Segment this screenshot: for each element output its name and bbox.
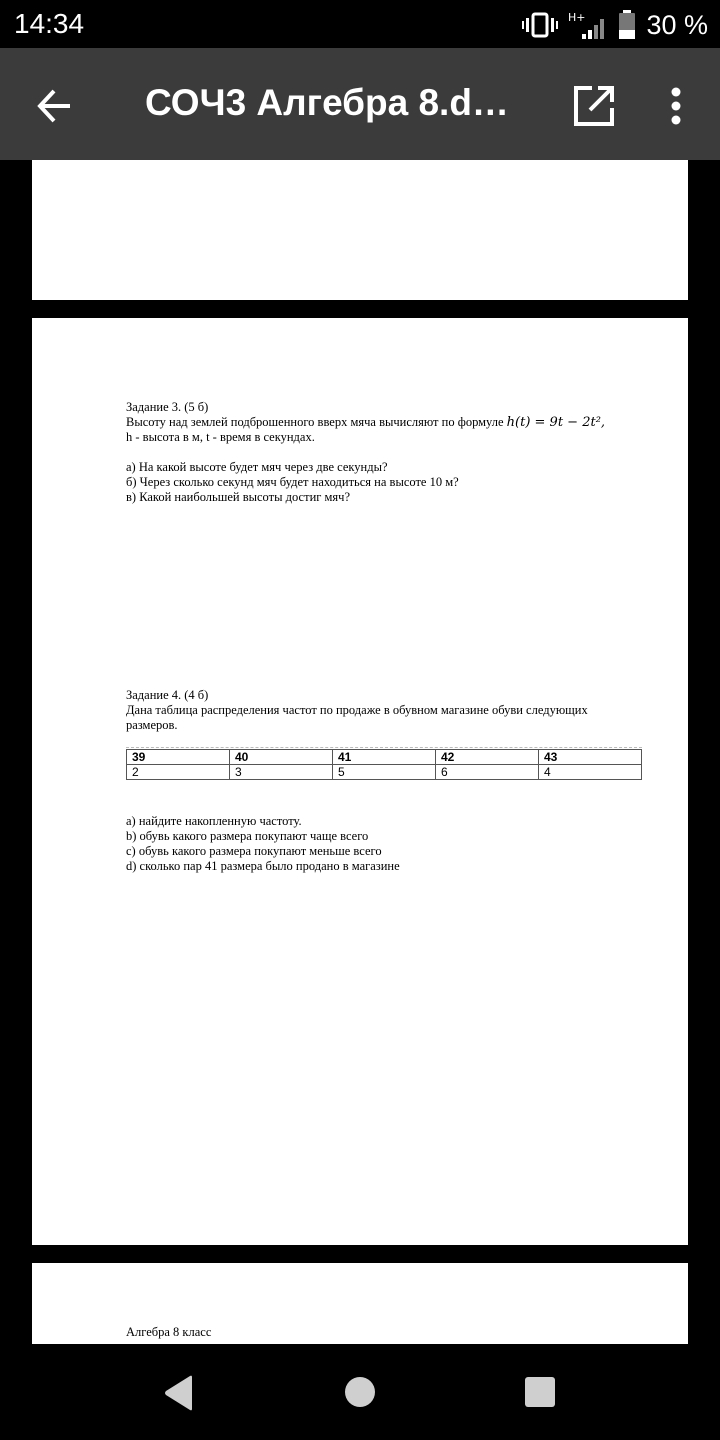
count-cell: 2 (127, 765, 230, 780)
nav-back-icon (162, 1374, 196, 1412)
back-button[interactable] (26, 78, 82, 134)
count-cell: 4 (539, 765, 642, 780)
vibrate-icon (522, 12, 558, 38)
size-cell: 43 (539, 750, 642, 765)
size-cell: 40 (230, 750, 333, 765)
app-bar (0, 48, 720, 160)
network-type-label: H+ (568, 11, 586, 24)
task-4-question: b) обувь какого размера покупают чаще всего (126, 829, 369, 843)
open-external-button[interactable] (566, 78, 622, 134)
task-3-heading: Задание 3. (5 б) (126, 400, 209, 414)
size-cell: 41 (333, 750, 436, 765)
task-4-line-2: размеров. (126, 718, 178, 732)
nav-recents-icon (524, 1376, 556, 1408)
open-external-icon (566, 78, 622, 134)
task-4-questions (126, 814, 646, 874)
task-4-block (126, 688, 646, 733)
nav-home-button[interactable] (344, 1376, 376, 1408)
subject-label: Алгебра 8 класс (126, 1325, 212, 1339)
task-4-line-1: Дана таблица распределения частот по продаже в обувном магазине обуви следующих (126, 703, 588, 717)
task-3-block (126, 400, 646, 445)
system-nav-bar (0, 1344, 720, 1440)
task-3-formula: h(t) = 9t − 2t², (506, 415, 606, 430)
signal-icon (568, 10, 608, 40)
task-4-question: a) найдите накопленную частоту. (126, 814, 302, 828)
nav-back-button[interactable] (162, 1374, 196, 1412)
nav-home-icon (344, 1376, 376, 1408)
battery-percent: 30 % (646, 9, 708, 40)
more-options-button[interactable] (654, 78, 698, 134)
count-cell: 6 (436, 765, 539, 780)
status-time: 14:34 (14, 8, 85, 39)
table-row (127, 750, 642, 765)
task-3-question: а) На какой высоте будет мяч через две секунды? (126, 460, 388, 474)
nav-recents-button[interactable] (524, 1376, 556, 1408)
page-header-text (126, 1325, 646, 1340)
document-title: СОЧ3 Алгебра 8.d… (145, 82, 509, 123)
size-cell: 39 (127, 750, 230, 765)
table-cut-edge (126, 743, 642, 748)
task-3-line-1: Высоту над землей подброшенного вверх мяча вычисляют по формуле h(t) = 9t − 2t², (126, 415, 606, 430)
task-3-question: б) Через сколько секунд мяч будет находиться на высоте 10 м? (126, 475, 459, 489)
document-page (32, 318, 688, 1245)
task-4-heading: Задание 4. (4 б) (126, 688, 209, 702)
size-cell: 42 (436, 750, 539, 765)
more-vert-icon (654, 78, 698, 134)
status-bar (0, 0, 720, 48)
task-4-question: d) сколько пар 41 размера было продано в магазине (126, 859, 400, 873)
task-3-questions (126, 460, 646, 505)
document-page (32, 1263, 688, 1344)
status-indicators (522, 8, 708, 42)
task-3-line-2: h - высота в м, t - время в секундах. (126, 430, 315, 444)
frequency-table (126, 749, 642, 780)
count-cell: 5 (333, 765, 436, 780)
document-page (32, 160, 688, 300)
task-4-question: c) обувь какого размера покупают меньше всего (126, 844, 382, 858)
battery-icon (618, 10, 636, 40)
task-3-question: в) Какой наибольшей высоты достиг мяч? (126, 490, 350, 504)
table-row (127, 765, 642, 780)
count-cell: 3 (230, 765, 333, 780)
document-viewer[interactable] (0, 160, 720, 1344)
back-arrow-icon (26, 78, 82, 134)
